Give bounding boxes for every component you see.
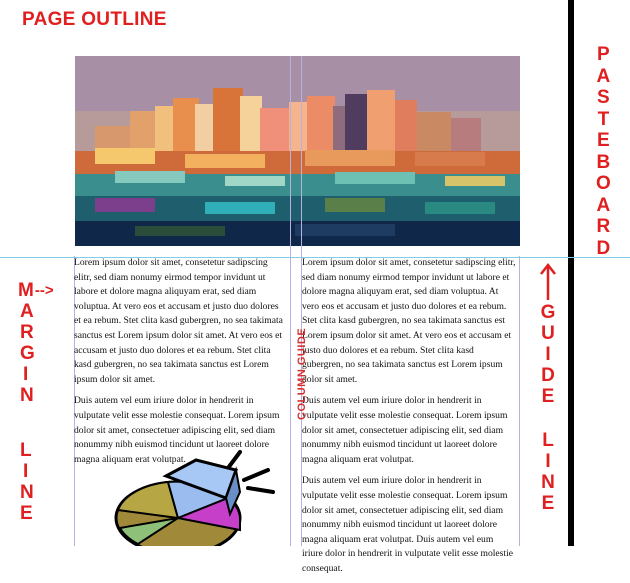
up-arrow-icon: [538, 262, 558, 302]
label-letter: N: [20, 482, 34, 503]
paragraph: Lorem ipsum dolor sit amet, consetetur sadipscing elitr, sed diam nonumy eirmod tempor invidunt ut labore et dolore magna aliquyam erat, sed diam voluptua. At vero eos et accusam et justo duo dolores et ea rebum. Stet clita kasd gubergren, no sea takimata sanctus est Lorem ipsum dolor sit amet. At vero eos et accusam et justo duo dolores et ea rebum. Stet clita kasd gubergren, no sea takimata sanctus est Lorem ipsum dolor sit amet.: [302, 257, 516, 385]
text-column-right: [302, 256, 516, 583]
column-guide-left: [290, 56, 291, 546]
label-letter: U: [541, 323, 555, 344]
page-outline-label: PAGE OUTLINE: [22, 9, 167, 30]
label-letter: L: [20, 440, 32, 461]
label-letter: S: [597, 87, 610, 108]
label-letter: B: [596, 151, 611, 173]
city-skyline-image: [75, 56, 520, 246]
label-letter: T: [597, 108, 610, 130]
column-guide-label: COLUMN GUIDE: [296, 327, 308, 420]
label-letter: G: [540, 302, 556, 323]
label-letter: N: [20, 385, 34, 406]
right-arrow-icon: -->: [34, 282, 54, 299]
label-letter: E: [20, 503, 33, 524]
label-letter: D: [541, 365, 555, 386]
paragraph: Duis autem vel eum iriure dolor in hendrerit in vulputate velit esse molestie consequat. Lorem ipsum dolor sit amet, consectetuer adipiscing elit, sed diam nonummy nibh euismod tincidunt ut laoreet dolore magna aliquam erat volutpat. Duis autem vel eum iriure dolor in hendrerit in vulputate velit esse molestie consequat.: [302, 475, 514, 574]
paragraph: Lorem ipsum dolor sit amet, consetetur sadipscing elitr, sed diam nonumy eirmod tempor invidunt ut labore et dolore magna aliquyam erat, sed diam voluptua. At vero eos et accusam et justo duo dolores et ea rebum. Stet clita kasd gubergren, no sea takimata sanctus est Lorem ipsum dolor sit amet. At vero eos et accusam et justo duo dolores et ea rebum. Stet clita kasd gubergren, no sea takimata sanctus est Lorem ipsum dolor sit amet.: [74, 257, 283, 385]
label-letter: D: [596, 237, 611, 259]
label-letter: R: [20, 322, 34, 343]
margin-line-label: [18, 280, 54, 524]
label-letter: R: [596, 216, 611, 237]
pasteboard-label: [596, 44, 611, 259]
label-letter: G: [20, 343, 35, 364]
label-letter: E: [541, 493, 555, 514]
label-letter: A: [20, 301, 34, 322]
label-letter: I: [23, 461, 29, 482]
paragraph: Duis autem vel eum iriure dolor in hendrerit in vulputate velit esse molestie consequat. Lorem ipsum dolor sit amet, consectetuer adipiscing elit, sed diam nonummy nibh euismod tincidunt ut laoreet dolore magna aliquam erat volutpat.: [74, 395, 280, 465]
paragraph: Duis autem vel eum iriure dolor in hendrerit in vulputate velit esse molestie consequat. Lorem ipsum dolor sit amet, consectetuer adipiscing elit, sed diam nonummy nibh euismod tincidunt ut laoreet dolore magna aliquam erat volutpat.: [302, 395, 508, 465]
label-letter: I: [545, 344, 551, 365]
label-letter: A: [596, 65, 611, 87]
label-letter: I: [23, 364, 29, 385]
label-letter: E: [541, 386, 555, 407]
label-letter: M: [18, 280, 34, 301]
label-letter: I: [545, 451, 551, 472]
label-letter: O: [596, 173, 611, 194]
label-letter: L: [542, 430, 554, 451]
label-letter: E: [597, 130, 610, 151]
label-letter: P: [597, 44, 610, 65]
guide-line-label: [538, 262, 558, 514]
label-letter: N: [541, 472, 555, 493]
margin-guide-right: [519, 256, 520, 546]
label-letter: A: [596, 194, 611, 216]
pie-chart-clipart: [108, 440, 278, 546]
